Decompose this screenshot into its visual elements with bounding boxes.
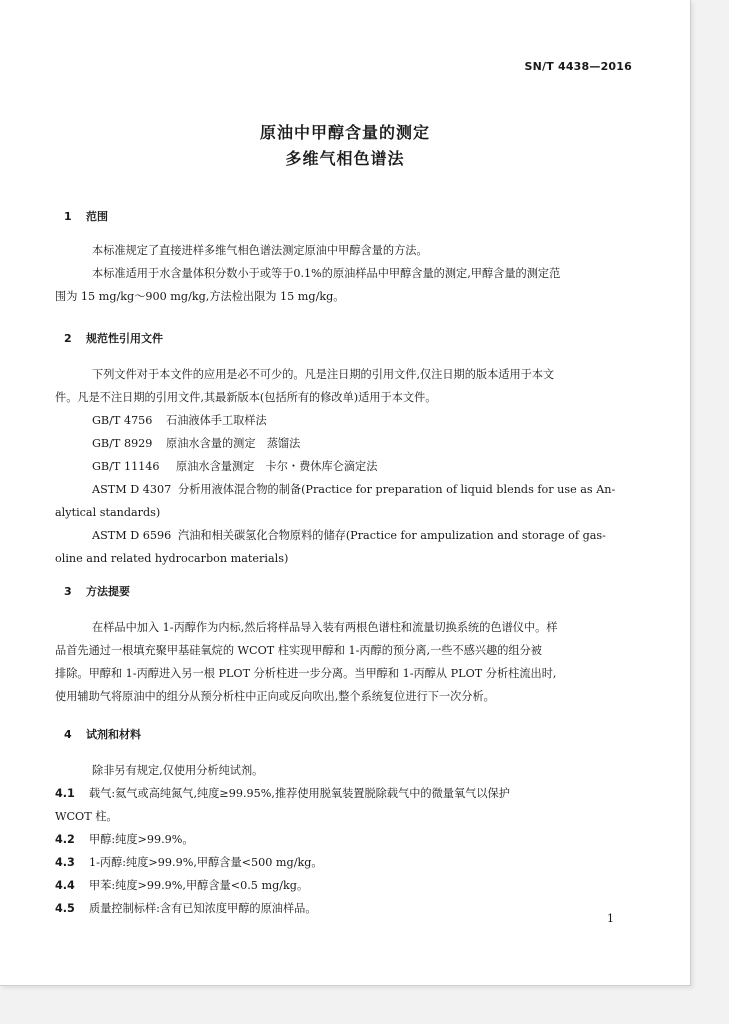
standard-code: SN/T 4438—2016 [524, 60, 632, 73]
section-number: 2 [64, 332, 72, 345]
reagent-item-continued: WCOT 柱。 [55, 810, 118, 823]
item-number: 4.5 [55, 902, 75, 915]
section-number: 3 [64, 585, 72, 598]
reference-title-continued: alytical standards) [55, 506, 161, 519]
reference-code: GB/T 8929 [92, 437, 153, 450]
item-text: 质量控制标样:含有已知浓度甲醇的原油样品。 [89, 902, 317, 915]
document-title-line2: 多维气相色谱法 [285, 149, 405, 168]
document-title-line1: 原油中甲醇含量的测定 [259, 123, 430, 142]
section-title: 方法提要 [86, 585, 130, 598]
section4-heading [64, 726, 141, 742]
section3-line2: 品首先通过一根填充聚甲基硅氧烷的 WCOT 柱实现甲醇和 1-丙醇的预分离,一些不感兴趣的组分被 [55, 644, 542, 657]
item-text: 甲醇:纯度>99.9%。 [89, 833, 194, 846]
reference-code: GB/T 11146 [92, 460, 160, 473]
section4-intro: 除非另有规定,仅使用分析纯试剂。 [92, 764, 264, 777]
reference-code: ASTM D 4307 [92, 483, 172, 496]
reference-title: 汽油和相关碳氢化合物原料的储存(Practice for ampulization and storage of gas- [178, 529, 606, 542]
section2-intro-line1: 下列文件对于本文件的应用是必不可少的。凡是注日期的引用文件,仅注日期的版本适用于本文 [92, 368, 555, 381]
reagent-item [55, 901, 635, 917]
reference-title: 分析用液体混合物的制备(Practice for preparation of liquid blends for use as An- [178, 483, 616, 496]
section2-intro-line2: 件。凡是不注日期的引用文件,其最新版本(包括所有的修改单)适用于本文件。 [55, 391, 437, 404]
reference-title: 石油液体手工取样法 [166, 414, 267, 427]
section3-heading [64, 583, 130, 599]
section3-line3: 排除。甲醇和 1-丙醇进入另一根 PLOT 分析柱进一步分离。当甲醇和 1-丙醇从 PLOT 分析柱流出时, [55, 667, 557, 680]
reference-item [92, 459, 635, 475]
page-number: 1 [607, 912, 614, 925]
reagent-item [55, 832, 635, 848]
reference-code: GB/T 4756 [92, 414, 153, 427]
section2-heading [64, 330, 163, 346]
reference-item [92, 413, 635, 429]
reagent-item [55, 878, 635, 894]
reference-item [92, 482, 635, 498]
section3-line4: 使用辅助气将原油中的组分从预分析柱中正向或反向吹出,整个系统复位进行下一次分析。 [55, 690, 495, 703]
section1-paragraph2-line1: 本标准适用于水含量体积分数小于或等于0.1%的原油样品中甲醇含量的测定,甲醇含量的测定范 [92, 267, 561, 280]
reference-title: 原油水含量测定 卡尔・费休库仑滴定法 [176, 460, 378, 473]
item-number: 4.3 [55, 856, 75, 869]
reference-item [92, 528, 635, 544]
item-text: 1-丙醇:纯度>99.9%,甲醇含量<500 mg/kg。 [89, 856, 323, 869]
reference-title-continued: oline and related hydrocarbon materials) [55, 552, 289, 565]
reagent-item [55, 855, 635, 871]
item-text: 甲苯:纯度>99.9%,甲醇含量<0.5 mg/kg。 [89, 879, 309, 892]
reference-item [92, 436, 635, 452]
section3-line1: 在样品中加入 1-丙醇作为内标,然后将样品导入装有两根色谱柱和流量切换系统的色谱仪中。样 [92, 621, 558, 634]
section-title: 试剂和材料 [86, 728, 141, 741]
section-title: 规范性引用文件 [86, 332, 163, 345]
item-number: 4.2 [55, 833, 75, 846]
reagent-item [55, 786, 635, 802]
reference-code: ASTM D 6596 [92, 529, 172, 542]
item-text: 载气:氦气或高纯氮气,纯度≥99.95%,推荐使用脱氧装置脱除载气中的微量氧气以保护 [89, 787, 510, 800]
section-number: 1 [64, 210, 72, 223]
section1-paragraph2-line2: 围为 15 mg/kg～900 mg/kg,方法检出限为 15 mg/kg。 [55, 290, 345, 303]
section1-paragraph1: 本标准规定了直接进样多维气相色谱法测定原油中甲醇含量的方法。 [92, 244, 428, 257]
section-title: 范围 [86, 210, 108, 223]
section1-heading [64, 208, 108, 224]
item-number: 4.4 [55, 879, 75, 892]
section-number: 4 [64, 728, 72, 741]
item-number: 4.1 [55, 787, 75, 800]
reference-title: 原油水含量的测定 蒸馏法 [166, 437, 301, 450]
